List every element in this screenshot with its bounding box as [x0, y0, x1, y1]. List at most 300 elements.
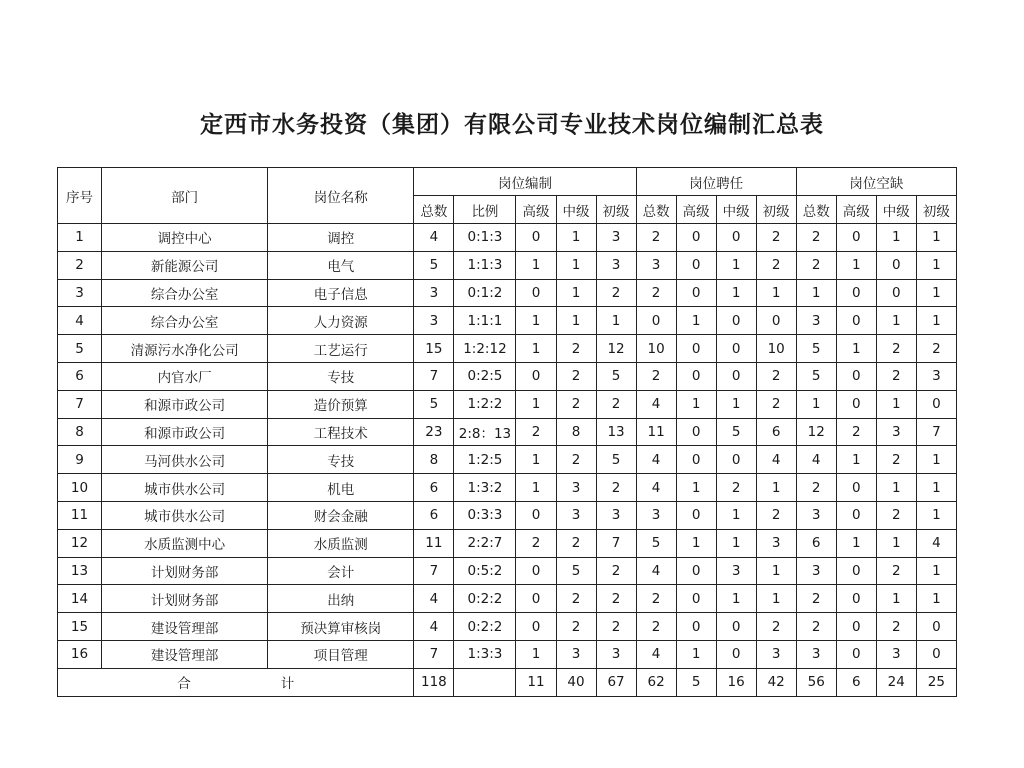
cell-quota-junior: 3	[596, 501, 636, 529]
cell-quota-senior: 0	[516, 279, 556, 307]
cell-dept: 综合办公室	[102, 279, 268, 307]
cell-vacant-junior: 1	[916, 557, 956, 585]
cell-quota-total: 7	[414, 640, 454, 668]
cell-dept: 和源市政公司	[102, 418, 268, 446]
cell-position: 出纳	[268, 585, 414, 613]
table-row	[58, 585, 957, 613]
cell-hired-middle: 0	[716, 446, 756, 474]
totals-label-right: 计	[280, 676, 295, 693]
cell-position: 水质监测	[268, 529, 414, 557]
cell-position: 工艺运行	[268, 335, 414, 363]
cell-hired-senior: 1	[676, 640, 716, 668]
cell-vacant-middle: 2	[876, 557, 916, 585]
cell-quota-junior: 12	[596, 335, 636, 363]
cell-hired-junior: 2	[756, 613, 796, 641]
cell-position: 机电	[268, 474, 414, 502]
table-row	[58, 640, 957, 668]
totals-quota-middle: 40	[556, 668, 596, 696]
cell-quota-total: 5	[414, 251, 454, 279]
cell-position: 专技	[268, 446, 414, 474]
cell-hired-total: 2	[636, 362, 676, 390]
header-quota-total: 总数	[414, 196, 454, 224]
cell-vacant-junior: 1	[916, 474, 956, 502]
cell-quota-total: 3	[414, 279, 454, 307]
cell-quota-middle: 3	[556, 474, 596, 502]
cell-hired-junior: 10	[756, 335, 796, 363]
cell-hired-junior: 1	[756, 279, 796, 307]
cell-hired-senior: 0	[676, 501, 716, 529]
cell-quota-junior: 2	[596, 613, 636, 641]
staffing-summary-table	[57, 167, 957, 697]
totals-hired-junior: 42	[756, 668, 796, 696]
totals-hired-senior: 5	[676, 668, 716, 696]
table-row	[58, 529, 957, 557]
totals-label-left: 合	[177, 676, 191, 693]
cell-quota-middle: 1	[556, 251, 596, 279]
cell-dept: 建设管理部	[102, 640, 268, 668]
cell-quota-junior: 2	[596, 557, 636, 585]
cell-vacant-total: 2	[796, 251, 836, 279]
cell-hired-middle: 1	[716, 279, 756, 307]
cell-position: 预决算审核岗	[268, 613, 414, 641]
cell-seq: 12	[58, 529, 102, 557]
header-vacant-senior: 高级	[836, 196, 876, 224]
cell-vacant-middle: 0	[876, 279, 916, 307]
cell-hired-middle: 0	[716, 613, 756, 641]
cell-hired-junior: 2	[756, 251, 796, 279]
cell-quota-senior: 1	[516, 474, 556, 502]
cell-vacant-middle: 1	[876, 474, 916, 502]
cell-vacant-junior: 1	[916, 307, 956, 335]
cell-quota-total: 6	[414, 474, 454, 502]
cell-hired-senior: 0	[676, 446, 716, 474]
header-hired-senior: 高级	[676, 196, 716, 224]
cell-quota-senior: 0	[516, 557, 556, 585]
cell-position: 人力资源	[268, 307, 414, 335]
totals-quota-senior: 11	[516, 668, 556, 696]
cell-hired-middle: 0	[716, 362, 756, 390]
cell-vacant-junior: 1	[916, 501, 956, 529]
cell-quota-middle: 8	[556, 418, 596, 446]
cell-hired-middle: 1	[716, 529, 756, 557]
totals-hired-total: 62	[636, 668, 676, 696]
cell-hired-junior: 4	[756, 446, 796, 474]
totals-row	[58, 668, 957, 696]
cell-vacant-senior: 1	[836, 446, 876, 474]
cell-hired-total: 10	[636, 335, 676, 363]
cell-hired-total: 2	[636, 585, 676, 613]
cell-vacant-middle: 1	[876, 585, 916, 613]
cell-quota-ratio: 0:2:2	[454, 613, 516, 641]
cell-quota-junior: 1	[596, 307, 636, 335]
cell-hired-middle: 2	[716, 474, 756, 502]
cell-vacant-junior: 4	[916, 529, 956, 557]
cell-vacant-senior: 1	[836, 335, 876, 363]
cell-vacant-junior: 1	[916, 251, 956, 279]
cell-hired-senior: 1	[676, 390, 716, 418]
cell-position: 专技	[268, 362, 414, 390]
header-group-quota: 岗位编制	[414, 168, 636, 196]
cell-quota-senior: 0	[516, 224, 556, 252]
cell-vacant-total: 2	[796, 224, 836, 252]
cell-hired-middle: 5	[716, 418, 756, 446]
cell-position: 会计	[268, 557, 414, 585]
cell-hired-middle: 1	[716, 251, 756, 279]
cell-vacant-senior: 0	[836, 390, 876, 418]
cell-hired-junior: 0	[756, 307, 796, 335]
cell-vacant-junior: 1	[916, 446, 956, 474]
cell-hired-junior: 1	[756, 474, 796, 502]
cell-quota-senior: 2	[516, 529, 556, 557]
cell-vacant-middle: 3	[876, 640, 916, 668]
cell-vacant-senior: 0	[836, 474, 876, 502]
cell-quota-senior: 0	[516, 585, 556, 613]
header-hired-middle: 中级	[716, 196, 756, 224]
cell-position: 项目管理	[268, 640, 414, 668]
cell-hired-middle: 0	[716, 307, 756, 335]
cell-quota-total: 7	[414, 557, 454, 585]
cell-seq: 9	[58, 446, 102, 474]
cell-quota-junior: 2	[596, 474, 636, 502]
cell-vacant-total: 5	[796, 362, 836, 390]
cell-quota-junior: 3	[596, 640, 636, 668]
cell-hired-total: 4	[636, 474, 676, 502]
cell-vacant-senior: 0	[836, 279, 876, 307]
cell-quota-middle: 2	[556, 335, 596, 363]
cell-hired-total: 3	[636, 501, 676, 529]
cell-seq: 1	[58, 224, 102, 252]
totals-vacant-senior: 6	[836, 668, 876, 696]
cell-vacant-senior: 0	[836, 224, 876, 252]
cell-vacant-middle: 2	[876, 613, 916, 641]
cell-hired-total: 2	[636, 224, 676, 252]
cell-vacant-junior: 1	[916, 585, 956, 613]
cell-vacant-junior: 1	[916, 279, 956, 307]
cell-quota-middle: 3	[556, 501, 596, 529]
cell-hired-senior: 0	[676, 335, 716, 363]
cell-vacant-junior: 2	[916, 335, 956, 363]
cell-hired-senior: 0	[676, 557, 716, 585]
table-row	[58, 474, 957, 502]
cell-quota-ratio: 1:2:5	[454, 446, 516, 474]
cell-quota-ratio: 1:2:12	[454, 335, 516, 363]
cell-hired-junior: 6	[756, 418, 796, 446]
table-row	[58, 446, 957, 474]
cell-quota-junior: 2	[596, 585, 636, 613]
cell-seq: 7	[58, 390, 102, 418]
cell-hired-senior: 0	[676, 613, 716, 641]
cell-hired-junior: 1	[756, 585, 796, 613]
cell-hired-senior: 1	[676, 474, 716, 502]
cell-quota-ratio: 0:2:2	[454, 585, 516, 613]
cell-hired-senior: 0	[676, 224, 716, 252]
cell-quota-middle: 2	[556, 585, 596, 613]
cell-quota-ratio: 0:1:2	[454, 279, 516, 307]
cell-position: 造价预算	[268, 390, 414, 418]
cell-vacant-total: 3	[796, 557, 836, 585]
cell-dept: 水质监测中心	[102, 529, 268, 557]
cell-dept: 计划财务部	[102, 557, 268, 585]
totals-quota-junior: 67	[596, 668, 636, 696]
cell-quota-ratio: 2:2:7	[454, 529, 516, 557]
cell-quota-middle: 2	[556, 362, 596, 390]
header-vacant-junior: 初级	[916, 196, 956, 224]
header-position: 岗位名称	[268, 168, 414, 224]
cell-seq: 11	[58, 501, 102, 529]
cell-hired-middle: 3	[716, 557, 756, 585]
cell-vacant-senior: 0	[836, 585, 876, 613]
cell-hired-total: 0	[636, 307, 676, 335]
table-row	[58, 307, 957, 335]
cell-dept: 内官水厂	[102, 362, 268, 390]
cell-hired-senior: 0	[676, 362, 716, 390]
cell-dept: 计划财务部	[102, 585, 268, 613]
cell-vacant-junior: 0	[916, 390, 956, 418]
cell-dept: 清源污水净化公司	[102, 335, 268, 363]
cell-hired-total: 2	[636, 613, 676, 641]
cell-dept: 调控中心	[102, 224, 268, 252]
cell-hired-senior: 1	[676, 307, 716, 335]
cell-hired-senior: 0	[676, 585, 716, 613]
cell-quota-total: 3	[414, 307, 454, 335]
document-title: 定西市水务投资（集团）有限公司专业技术岗位编制汇总表	[200, 112, 824, 138]
cell-quota-senior: 1	[516, 390, 556, 418]
cell-quota-senior: 0	[516, 501, 556, 529]
cell-quota-senior: 0	[516, 362, 556, 390]
totals-label	[58, 668, 414, 696]
cell-hired-junior: 3	[756, 640, 796, 668]
cell-hired-senior: 0	[676, 418, 716, 446]
cell-vacant-middle: 2	[876, 446, 916, 474]
cell-hired-middle: 0	[716, 640, 756, 668]
cell-hired-middle: 0	[716, 335, 756, 363]
cell-hired-middle: 1	[716, 390, 756, 418]
cell-position: 工程技术	[268, 418, 414, 446]
cell-vacant-middle: 0	[876, 251, 916, 279]
cell-seq: 4	[58, 307, 102, 335]
cell-hired-total: 4	[636, 446, 676, 474]
cell-quota-senior: 1	[516, 307, 556, 335]
cell-quota-senior: 1	[516, 251, 556, 279]
header-quota-ratio: 比例	[454, 196, 516, 224]
cell-vacant-middle: 1	[876, 307, 916, 335]
cell-vacant-total: 6	[796, 529, 836, 557]
cell-quota-ratio: 2:8：13	[454, 418, 516, 446]
cell-seq: 16	[58, 640, 102, 668]
cell-hired-junior: 3	[756, 529, 796, 557]
table-row	[58, 251, 957, 279]
cell-seq: 15	[58, 613, 102, 641]
cell-vacant-middle: 1	[876, 529, 916, 557]
cell-quota-middle: 1	[556, 307, 596, 335]
cell-quota-senior: 0	[516, 613, 556, 641]
cell-hired-middle: 0	[716, 224, 756, 252]
cell-seq: 14	[58, 585, 102, 613]
cell-vacant-senior: 0	[836, 501, 876, 529]
cell-vacant-total: 2	[796, 585, 836, 613]
cell-quota-junior: 7	[596, 529, 636, 557]
cell-quota-total: 8	[414, 446, 454, 474]
cell-dept: 城市供水公司	[102, 501, 268, 529]
table-row	[58, 501, 957, 529]
cell-vacant-total: 4	[796, 446, 836, 474]
cell-vacant-junior: 0	[916, 640, 956, 668]
cell-quota-senior: 2	[516, 418, 556, 446]
cell-quota-senior: 1	[516, 335, 556, 363]
cell-vacant-middle: 2	[876, 335, 916, 363]
cell-hired-total: 4	[636, 390, 676, 418]
cell-seq: 8	[58, 418, 102, 446]
cell-vacant-senior: 0	[836, 307, 876, 335]
table-body	[58, 224, 957, 669]
header-group-vacant: 岗位空缺	[796, 168, 956, 196]
cell-seq: 3	[58, 279, 102, 307]
cell-quota-total: 11	[414, 529, 454, 557]
cell-quota-ratio: 0:1:3	[454, 224, 516, 252]
cell-dept: 建设管理部	[102, 613, 268, 641]
cell-vacant-middle: 2	[876, 362, 916, 390]
cell-vacant-total: 1	[796, 279, 836, 307]
cell-dept: 城市供水公司	[102, 474, 268, 502]
cell-quota-total: 15	[414, 335, 454, 363]
cell-dept: 新能源公司	[102, 251, 268, 279]
cell-seq: 10	[58, 474, 102, 502]
header-quota-middle: 中级	[556, 196, 596, 224]
cell-hired-junior: 2	[756, 501, 796, 529]
cell-vacant-middle: 1	[876, 390, 916, 418]
cell-dept: 和源市政公司	[102, 390, 268, 418]
cell-hired-middle: 1	[716, 501, 756, 529]
table-row	[58, 335, 957, 363]
cell-seq: 2	[58, 251, 102, 279]
totals-hired-middle: 16	[716, 668, 756, 696]
cell-quota-total: 23	[414, 418, 454, 446]
cell-quota-junior: 2	[596, 279, 636, 307]
cell-hired-senior: 0	[676, 251, 716, 279]
header-vacant-total: 总数	[796, 196, 836, 224]
cell-seq: 6	[58, 362, 102, 390]
cell-quota-ratio: 1:1:1	[454, 307, 516, 335]
cell-hired-total: 4	[636, 640, 676, 668]
cell-hired-junior: 2	[756, 362, 796, 390]
cell-quota-middle: 2	[556, 446, 596, 474]
cell-quota-middle: 3	[556, 640, 596, 668]
cell-quota-total: 4	[414, 585, 454, 613]
cell-seq: 5	[58, 335, 102, 363]
cell-quota-junior: 2	[596, 390, 636, 418]
cell-quota-junior: 5	[596, 362, 636, 390]
header-group-hired: 岗位聘任	[636, 168, 796, 196]
cell-quota-total: 4	[414, 613, 454, 641]
table-row	[58, 362, 957, 390]
cell-quota-senior: 1	[516, 640, 556, 668]
cell-vacant-senior: 0	[836, 557, 876, 585]
cell-hired-total: 5	[636, 529, 676, 557]
header-quota-senior: 高级	[516, 196, 556, 224]
cell-vacant-total: 12	[796, 418, 836, 446]
totals-vacant-junior: 25	[916, 668, 956, 696]
totals-quota-ratio	[454, 668, 516, 696]
table-row	[58, 279, 957, 307]
cell-seq: 13	[58, 557, 102, 585]
cell-quota-senior: 1	[516, 446, 556, 474]
cell-vacant-senior: 0	[836, 362, 876, 390]
totals-quota-total: 118	[414, 668, 454, 696]
cell-vacant-total: 3	[796, 307, 836, 335]
totals-vacant-total: 56	[796, 668, 836, 696]
cell-quota-ratio: 0:5:2	[454, 557, 516, 585]
cell-hired-total: 4	[636, 557, 676, 585]
cell-hired-junior: 1	[756, 557, 796, 585]
cell-hired-total: 3	[636, 251, 676, 279]
cell-hired-total: 2	[636, 279, 676, 307]
cell-quota-total: 6	[414, 501, 454, 529]
cell-quota-junior: 5	[596, 446, 636, 474]
cell-vacant-total: 2	[796, 474, 836, 502]
cell-vacant-total: 1	[796, 390, 836, 418]
cell-vacant-middle: 3	[876, 418, 916, 446]
cell-quota-middle: 1	[556, 279, 596, 307]
cell-quota-middle: 2	[556, 529, 596, 557]
cell-quota-ratio: 1:2:2	[454, 390, 516, 418]
cell-quota-total: 5	[414, 390, 454, 418]
cell-vacant-senior: 0	[836, 640, 876, 668]
cell-position: 财会金融	[268, 501, 414, 529]
cell-vacant-middle: 2	[876, 501, 916, 529]
cell-position: 电子信息	[268, 279, 414, 307]
cell-quota-ratio: 0:3:3	[454, 501, 516, 529]
cell-vacant-total: 2	[796, 613, 836, 641]
cell-hired-senior: 0	[676, 279, 716, 307]
cell-quota-junior: 3	[596, 224, 636, 252]
cell-vacant-middle: 1	[876, 224, 916, 252]
table-row	[58, 613, 957, 641]
header-hired-junior: 初级	[756, 196, 796, 224]
cell-quota-junior: 3	[596, 251, 636, 279]
cell-vacant-junior: 1	[916, 224, 956, 252]
cell-hired-junior: 2	[756, 224, 796, 252]
table-row	[58, 557, 957, 585]
cell-hired-junior: 2	[756, 390, 796, 418]
cell-vacant-senior: 0	[836, 613, 876, 641]
cell-quota-ratio: 1:1:3	[454, 251, 516, 279]
cell-dept: 马河供水公司	[102, 446, 268, 474]
cell-vacant-senior: 1	[836, 251, 876, 279]
cell-vacant-junior: 7	[916, 418, 956, 446]
cell-vacant-total: 5	[796, 335, 836, 363]
cell-position: 调控	[268, 224, 414, 252]
header-seq: 序号	[58, 168, 102, 224]
header-quota-junior: 初级	[596, 196, 636, 224]
totals-vacant-middle: 24	[876, 668, 916, 696]
cell-vacant-junior: 3	[916, 362, 956, 390]
cell-dept: 综合办公室	[102, 307, 268, 335]
cell-hired-middle: 1	[716, 585, 756, 613]
cell-quota-total: 4	[414, 224, 454, 252]
cell-quota-ratio: 0:2:5	[454, 362, 516, 390]
cell-quota-ratio: 1:3:2	[454, 474, 516, 502]
cell-quota-middle: 2	[556, 613, 596, 641]
table-row	[58, 418, 957, 446]
cell-vacant-senior: 1	[836, 529, 876, 557]
cell-quota-middle: 5	[556, 557, 596, 585]
cell-vacant-junior: 0	[916, 613, 956, 641]
cell-vacant-senior: 2	[836, 418, 876, 446]
table-row	[58, 224, 957, 252]
cell-quota-total: 7	[414, 362, 454, 390]
cell-quota-middle: 2	[556, 390, 596, 418]
header-vacant-middle: 中级	[876, 196, 916, 224]
